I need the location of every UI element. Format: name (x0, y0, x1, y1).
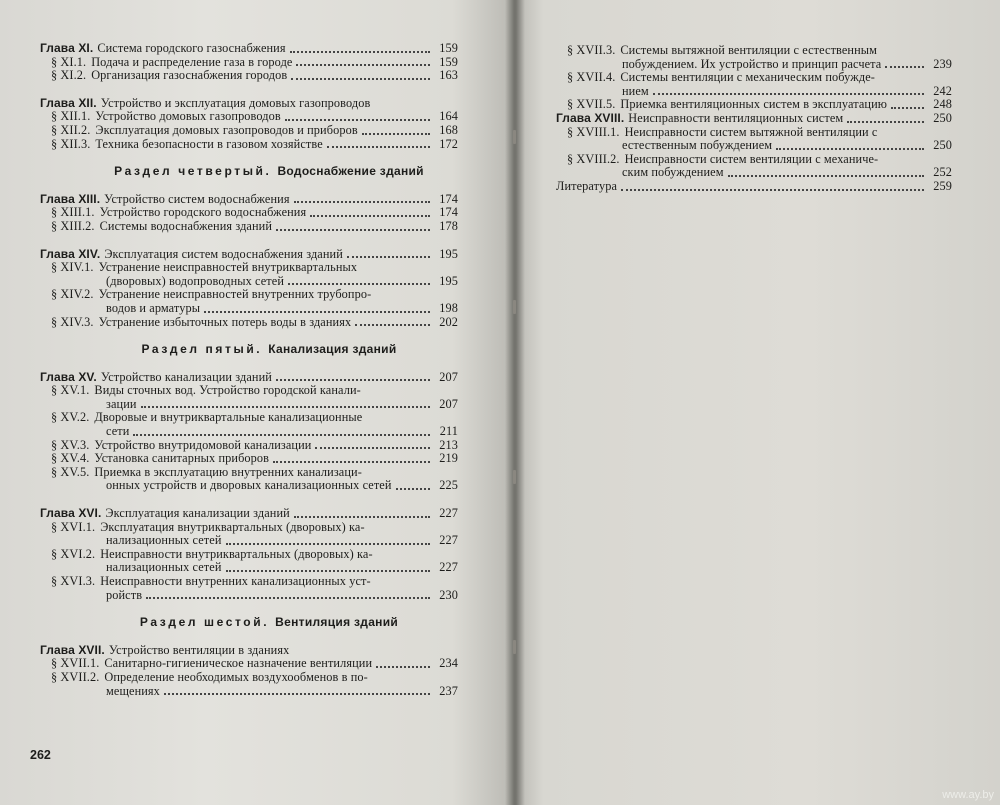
toc-entry-line (40, 398, 458, 412)
paragraph-entry (556, 126, 952, 140)
entry-page-number: 164 (439, 109, 458, 124)
entry-title: Устранение неисправностей внутриквартальных (98, 260, 358, 275)
dot-leader (294, 516, 430, 518)
entry-page-number: 227 (439, 533, 458, 548)
dot-leader (290, 51, 430, 53)
entry-page-number: 259 (933, 178, 952, 193)
paragraph-label: § XI.1. (51, 54, 87, 69)
chapter-label: Глава XVI. (40, 506, 102, 521)
dot-leader (204, 311, 430, 313)
paragraph-label: § XII.3. (51, 136, 91, 151)
entry-title: нализационных сетей (106, 533, 222, 548)
dot-leader (728, 175, 924, 177)
paragraph-entry (40, 316, 458, 330)
chapter-label: Глава XVII. (40, 642, 105, 657)
toc-spacer (40, 179, 458, 193)
entry-page-number: 239 (933, 56, 952, 71)
toc-spacer (40, 630, 458, 644)
entry-page-number: 213 (439, 437, 458, 452)
book-gutter (505, 0, 525, 805)
paragraph-entry (40, 124, 458, 138)
entry-title: Системы вытяжной вентиляции с естественным (620, 43, 878, 57)
entry-title: Неисправности систем вентиляции с механиче- (624, 151, 879, 166)
entry-page-number: 195 (439, 246, 458, 261)
chapter-entry (40, 42, 458, 56)
paragraph-label: § XV.2. (51, 410, 90, 425)
toc-spacer (40, 357, 458, 371)
entry-page-number: 225 (439, 478, 458, 493)
toc-spacer (40, 493, 458, 507)
entry-title: Виды сточных вод. Устройство городской канали- (94, 383, 361, 398)
dot-leader (355, 324, 430, 326)
entry-title: Системы водоснабжения зданий (99, 218, 273, 233)
entry-page-number: 195 (439, 273, 458, 288)
toc-entry-line (40, 534, 458, 548)
dot-leader (621, 189, 924, 191)
entry-title: Системы вентиляции с механическим побужде- (620, 70, 875, 85)
toc-entry-line (40, 479, 458, 493)
entry-page-number: 159 (439, 41, 458, 55)
entry-title: Эксплуатация систем водоснабжения зданий (104, 246, 343, 261)
page-number: 262 (30, 748, 51, 762)
dot-leader (164, 693, 430, 695)
section-heading (40, 165, 458, 179)
entry-title: нализационных сетей (106, 560, 222, 575)
section-title: Канализация зданий (268, 342, 397, 357)
paragraph-label: § XVII.5. (567, 97, 616, 112)
toc-entry-line (40, 685, 458, 699)
paragraph-entry (40, 548, 458, 562)
entry-title: Организация газоснабжения городов (91, 68, 288, 83)
entry-title: Неисправности вентиляционных систем (628, 110, 844, 125)
entry-title: Устройство и эксплуатация домовых газопроводов (100, 95, 371, 110)
entry-title: (дворовых) водопроводных сетей (106, 273, 285, 288)
entry-title: Устранение неисправностей внутренних трубопро- (98, 287, 372, 302)
paragraph-entry (40, 56, 458, 70)
dot-leader (294, 201, 430, 203)
entry-title: Устройство вентиляции в зданиях (108, 642, 290, 657)
toc-left-column (40, 42, 458, 698)
entry-page-number: 252 (933, 165, 952, 180)
section-heading (40, 343, 458, 357)
toc-spacer (40, 602, 458, 616)
toc-entry-line (40, 589, 458, 603)
paragraph-entry (556, 44, 952, 58)
entry-page-number: 227 (439, 560, 458, 575)
entry-page-number: 230 (439, 587, 458, 602)
entry-title: Устройство канализации зданий (100, 369, 272, 384)
dot-leader (141, 406, 430, 408)
dot-leader (133, 434, 430, 436)
entry-title: Техника безопасности в газовом хозяйстве (95, 136, 323, 151)
chapter-entry (40, 507, 458, 521)
section-heading (40, 616, 458, 630)
paragraph-entry (40, 261, 458, 275)
paragraph-label: § XV.4. (51, 451, 90, 466)
paragraph-label: § XVII.4. (567, 70, 616, 85)
entry-page-number: 250 (933, 138, 952, 153)
binding-stitch (513, 300, 516, 314)
section-number: Раздел пятый. (141, 342, 263, 357)
paragraph-entry (40, 69, 458, 83)
dot-leader (273, 461, 430, 463)
dot-leader (276, 379, 430, 381)
entry-page-number: 159 (439, 54, 458, 69)
paragraph-entry (40, 521, 458, 535)
entry-title: Устройство домовых газопроводов (95, 109, 281, 124)
chapter-entry (40, 97, 458, 111)
paragraph-label: § XVI.1. (51, 519, 96, 534)
dot-leader (310, 215, 430, 217)
paragraph-label: § XIV.3. (51, 314, 94, 329)
entry-title: Эксплуатация канализации зданий (105, 506, 290, 521)
dot-leader (376, 666, 430, 668)
dot-leader (276, 229, 430, 231)
entry-title: Система городского газоснабжения (97, 41, 286, 55)
section-number: Раздел четвертый. (114, 164, 272, 179)
entry-title: водов и арматуры (106, 300, 201, 315)
paragraph-entry (40, 411, 458, 425)
paragraph-entry (40, 384, 458, 398)
chapter-label: Глава XIV. (40, 246, 101, 261)
paragraph-entry (556, 98, 952, 112)
binding-stitch (513, 130, 516, 144)
paragraph-label: § XIII.1. (51, 205, 95, 220)
entry-page-number: 172 (439, 136, 458, 151)
chapter-label: Глава XIII. (40, 191, 101, 206)
entry-page-number: 207 (439, 396, 458, 411)
entry-title: Санитарно-гигиеническое назначение вентиляции (104, 656, 373, 671)
paragraph-label: § XV.3. (51, 437, 90, 452)
entry-title: сети (106, 424, 130, 439)
paragraph-label: § XV.5. (51, 464, 90, 479)
toc-entry-line (40, 561, 458, 575)
paragraph-entry (40, 206, 458, 220)
watermark: www.ay.by (942, 789, 994, 801)
entry-title: Устройство систем водоснабжения (104, 191, 290, 206)
toc-entry-line (556, 85, 952, 99)
paragraph-label: § XI.2. (51, 68, 87, 83)
toc-spacer (40, 151, 458, 165)
paragraph-label: § XIV.2. (51, 287, 94, 302)
entry-page-number: 227 (439, 506, 458, 521)
paragraph-label: § XVI.3. (51, 574, 96, 588)
entry-title: зации (106, 396, 137, 411)
toc-entry-line (40, 302, 458, 316)
paragraph-label: § XV.1. (51, 383, 90, 398)
dot-leader (288, 283, 430, 285)
dot-leader (347, 256, 430, 258)
entry-page-number: 174 (439, 191, 458, 206)
entry-title: Приемка в эксплуатацию внутренних канализаци- (94, 464, 362, 479)
chapter-entry (556, 112, 952, 126)
toc-right-column (556, 44, 952, 194)
entry-title: Дворовые и внутриквартальные канализационные (94, 410, 363, 425)
paragraph-label: § XVIII.1. (567, 124, 620, 139)
chapter-entry (40, 371, 458, 385)
entry-page-number: 168 (439, 122, 458, 137)
entry-page-number: 207 (439, 369, 458, 384)
paragraph-entry (556, 153, 952, 167)
dot-leader (396, 488, 430, 490)
dot-leader (891, 107, 924, 109)
entry-title: ским побуждением (622, 165, 724, 180)
chapter-label: Глава XI. (40, 41, 94, 55)
entry-page-number: 163 (439, 68, 458, 83)
paragraph-entry (40, 110, 458, 124)
entry-title: побуждением. Их устройство и принцип расчета (622, 56, 882, 71)
toc-spacer (40, 83, 458, 97)
entry-title: Подача и распределение газа в городе (91, 54, 293, 69)
entry-title: Неисправности внутренних канализационных уст- (100, 574, 371, 588)
paragraph-label: § XVIII.2. (567, 151, 620, 166)
entry-title: Литература (556, 178, 618, 193)
section-number: Раздел шестой. (139, 615, 270, 630)
entry-title: Неисправности внутриквартальных (дворовых) ка- (100, 546, 373, 561)
entry-title: Устройство внутридомовой канализации (94, 437, 312, 452)
entry-title: Определение необходимых воздухообменов в по- (104, 669, 368, 684)
entry-title: онных устройств и дворовых канализационных сетей (106, 478, 392, 493)
entry-page-number: 242 (933, 83, 952, 98)
dot-leader (776, 148, 924, 150)
paragraph-label: § XVI.2. (51, 546, 96, 561)
entry-page-number: 237 (439, 683, 458, 698)
toc-entry-line (40, 275, 458, 289)
dot-leader (362, 133, 430, 135)
entry-page-number: 234 (439, 656, 458, 671)
entry-page-number: 174 (439, 205, 458, 220)
chapter-entry (40, 644, 458, 658)
paragraph-label: § XIV.1. (51, 260, 94, 275)
entry-title: Установка санитарных приборов (94, 451, 270, 466)
toc-entry-line (40, 425, 458, 439)
entry-title: естественным побуждением (622, 138, 773, 153)
chapter-label: Глава XVIII. (556, 110, 625, 125)
entry-title: Эксплуатация внутриквартальных (дворовых) ка- (100, 519, 365, 534)
dot-leader (226, 570, 430, 572)
chapter-label: Глава XV. (40, 369, 97, 384)
entry-title: Приемка вентиляционных систем в эксплуатацию (620, 97, 888, 112)
chapter-label: Глава XII. (40, 95, 97, 110)
paragraph-entry (556, 71, 952, 85)
paragraph-label: § XIII.2. (51, 218, 95, 233)
paragraph-entry (40, 439, 458, 453)
paragraph-label: § XVII.1. (51, 656, 100, 671)
section-title: Водоснабжение зданий (277, 164, 424, 179)
binding-stitch (513, 470, 516, 484)
paragraph-entry (40, 220, 458, 234)
paragraph-entry (40, 288, 458, 302)
chapter-entry (40, 193, 458, 207)
entry-title: нием (622, 83, 649, 98)
paragraph-label: § XII.1. (51, 109, 91, 124)
entry-title: Неисправности систем вытяжной вентиляции с (624, 124, 878, 139)
entry-title: ройств (106, 587, 143, 602)
binding-stitch (513, 640, 516, 654)
paragraph-entry (40, 466, 458, 480)
chapter-entry (40, 248, 458, 262)
dot-leader (296, 64, 430, 66)
dot-leader (315, 447, 430, 449)
dot-leader (291, 78, 430, 80)
paragraph-label: § XVII.3. (567, 43, 616, 57)
paragraph-entry (40, 452, 458, 466)
paragraph-label: § XII.2. (51, 122, 91, 137)
dot-leader (885, 66, 924, 68)
paragraph-entry (40, 657, 458, 671)
toc-entry-line (556, 166, 952, 180)
dot-leader (285, 119, 430, 121)
dot-leader (146, 597, 430, 599)
paragraph-entry (40, 138, 458, 152)
section-title: Вентиляция зданий (275, 615, 399, 630)
entry-page-number: 250 (933, 110, 952, 125)
dot-leader (226, 543, 430, 545)
entry-page-number: 211 (439, 424, 458, 439)
paragraph-entry (40, 671, 458, 685)
toc-entry-line (556, 180, 952, 194)
dot-leader (653, 93, 924, 95)
toc-spacer (40, 329, 458, 343)
entry-page-number: 248 (933, 97, 952, 112)
entry-page-number: 202 (439, 314, 458, 329)
toc-spacer (40, 234, 458, 248)
toc-entry-line (556, 58, 952, 72)
entry-page-number: 198 (439, 300, 458, 315)
entry-page-number: 219 (439, 451, 458, 466)
entry-title: Устройство городского водоснабжения (99, 205, 307, 220)
dot-leader (847, 121, 924, 123)
toc-entry-line (556, 139, 952, 153)
entry-title: мещениях (106, 683, 160, 698)
entry-title: Устранение избыточных потерь воды в зданиях (98, 314, 352, 329)
paragraph-entry (40, 575, 458, 589)
paragraph-label: § XVII.2. (51, 669, 100, 684)
entry-page-number: 178 (439, 218, 458, 233)
entry-title: Эксплуатация домовых газопроводов и приборов (95, 122, 358, 137)
dot-leader (327, 146, 430, 148)
